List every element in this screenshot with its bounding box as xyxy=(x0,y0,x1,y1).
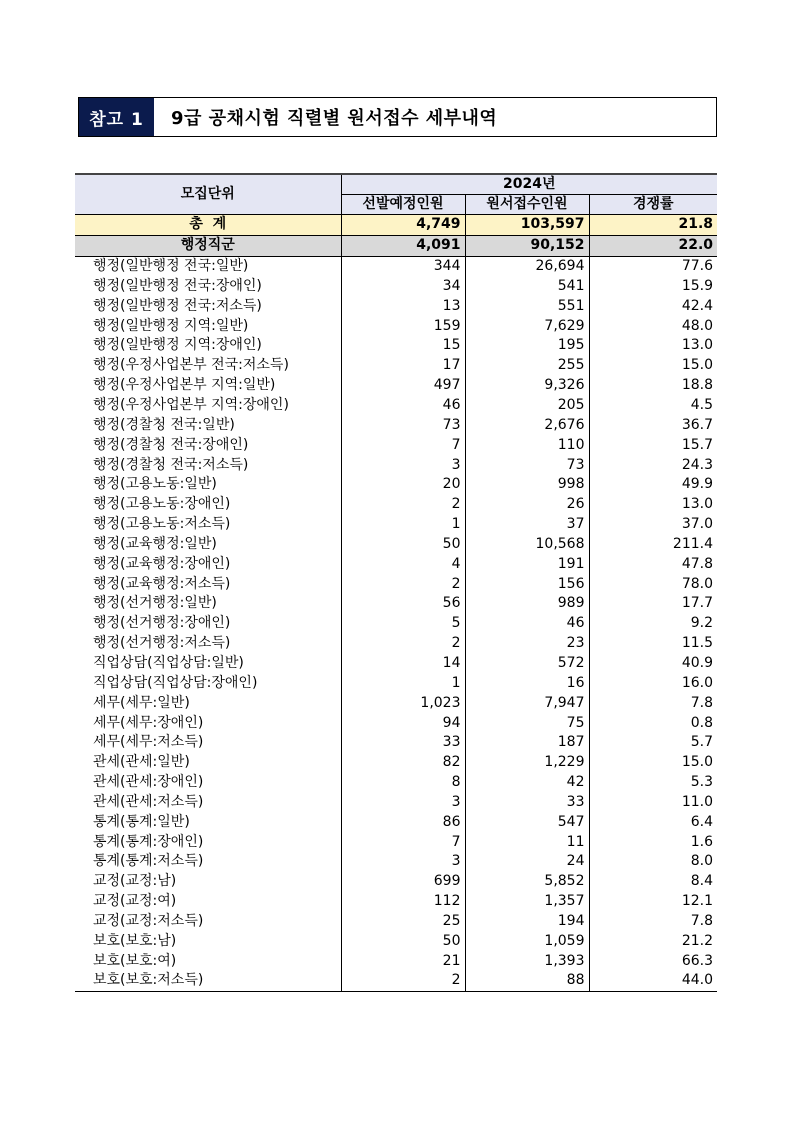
header-applied: 원서접수인원 xyxy=(465,195,589,215)
row-applied: 547 xyxy=(465,812,589,832)
row-label: 관세(관세:저소득) xyxy=(93,793,204,810)
row-label: 교정(교정:저소득) xyxy=(93,912,204,929)
row-applied: 998 xyxy=(465,475,589,495)
row-ratio: 15.0 xyxy=(589,753,717,773)
table-row xyxy=(75,673,717,693)
total-label: 총 계 xyxy=(75,215,341,236)
row-label: 행정(일반행정 전국:저소득) xyxy=(93,297,262,314)
row-selected: 1 xyxy=(341,673,465,693)
row-ratio: 18.8 xyxy=(589,376,717,396)
table-row xyxy=(75,495,717,515)
row-applied: 37 xyxy=(465,515,589,535)
row-ratio: 15.9 xyxy=(589,277,717,297)
row-selected: 1,023 xyxy=(341,693,465,713)
row-label: 세무(세무:장애인) xyxy=(93,714,204,731)
row-applied: 10,568 xyxy=(465,535,589,555)
table-row xyxy=(75,733,717,753)
row-applied: 7,947 xyxy=(465,693,589,713)
row-ratio: 4.5 xyxy=(589,396,717,416)
row-applied: 9,326 xyxy=(465,376,589,396)
group-label: 행정직군 xyxy=(75,235,341,256)
row-applied: 989 xyxy=(465,594,589,614)
row-selected: 159 xyxy=(341,316,465,336)
row-selected: 13 xyxy=(341,296,465,316)
row-selected: 2 xyxy=(341,971,465,991)
table-row xyxy=(75,296,717,316)
header-selected: 선발예정인원 xyxy=(341,195,465,215)
table-row xyxy=(75,336,717,356)
row-ratio: 48.0 xyxy=(589,316,717,336)
row-selected: 344 xyxy=(341,256,465,276)
table-row xyxy=(75,951,717,971)
row-selected: 2 xyxy=(341,574,465,594)
total-selected: 4,749 xyxy=(341,215,465,236)
group-applied: 90,152 xyxy=(465,235,589,256)
row-ratio: 37.0 xyxy=(589,515,717,535)
table-row xyxy=(75,812,717,832)
group-selected: 4,091 xyxy=(341,235,465,256)
row-selected: 20 xyxy=(341,475,465,495)
row-selected: 4 xyxy=(341,554,465,574)
row-selected: 46 xyxy=(341,396,465,416)
row-applied: 24 xyxy=(465,852,589,872)
row-ratio: 13.0 xyxy=(589,495,717,515)
row-applied: 75 xyxy=(465,713,589,733)
row-label: 행정(일반행정 지역:장애인) xyxy=(93,337,262,354)
row-applied: 194 xyxy=(465,912,589,932)
reference-tag: 참고 1 xyxy=(79,98,157,136)
row-label: 행정(고용노동:저소득) xyxy=(93,516,231,533)
row-selected: 699 xyxy=(341,872,465,892)
row-ratio: 5.7 xyxy=(589,733,717,753)
row-label: 직업상담(직업상담:장애인) xyxy=(93,674,258,691)
row-applied: 156 xyxy=(465,574,589,594)
row-applied: 26 xyxy=(465,495,589,515)
row-label: 행정(우정사업본부 전국:저소득) xyxy=(93,357,289,374)
row-selected: 56 xyxy=(341,594,465,614)
row-ratio: 21.2 xyxy=(589,931,717,951)
row-label: 행정(일반행정 전국:일반) xyxy=(93,258,249,275)
table-row xyxy=(75,614,717,634)
table-row xyxy=(75,475,717,495)
table-row xyxy=(75,892,717,912)
row-selected: 86 xyxy=(341,812,465,832)
row-applied: 191 xyxy=(465,554,589,574)
header-ratio: 경쟁률 xyxy=(589,195,717,215)
row-ratio: 40.9 xyxy=(589,654,717,674)
total-ratio: 21.8 xyxy=(589,215,717,236)
row-selected: 73 xyxy=(341,415,465,435)
page-title: 9급 공채시험 직렬별 원서접수 세부내역 xyxy=(171,108,498,129)
row-selected: 2 xyxy=(341,634,465,654)
row-ratio: 49.9 xyxy=(589,475,717,495)
row-label: 세무(세무:일반) xyxy=(93,694,190,711)
applications-table xyxy=(75,173,717,992)
row-applied: 187 xyxy=(465,733,589,753)
row-ratio: 1.6 xyxy=(589,832,717,852)
table-row xyxy=(75,554,717,574)
row-selected: 33 xyxy=(341,733,465,753)
row-ratio: 11.5 xyxy=(589,634,717,654)
table-row xyxy=(75,773,717,793)
group-row xyxy=(75,235,717,256)
row-ratio: 36.7 xyxy=(589,415,717,435)
row-label: 행정(선거행정:일반) xyxy=(93,595,217,612)
row-selected: 8 xyxy=(341,773,465,793)
row-ratio: 47.8 xyxy=(589,554,717,574)
row-applied: 205 xyxy=(465,396,589,416)
row-ratio: 42.4 xyxy=(589,296,717,316)
row-ratio: 9.2 xyxy=(589,614,717,634)
table-row xyxy=(75,594,717,614)
row-applied: 1,229 xyxy=(465,753,589,773)
row-ratio: 8.0 xyxy=(589,852,717,872)
table-row xyxy=(75,912,717,932)
row-label: 행정(선거행정:저소득) xyxy=(93,635,231,652)
row-label: 보호(보호:남) xyxy=(93,932,177,949)
table-row xyxy=(75,316,717,336)
row-selected: 497 xyxy=(341,376,465,396)
table-row xyxy=(75,515,717,535)
row-label: 교정(교정:남) xyxy=(93,873,177,890)
row-label: 행정(고용노동:장애인) xyxy=(93,496,231,513)
row-label: 행정(선거행정:장애인) xyxy=(93,615,231,632)
table-row xyxy=(75,872,717,892)
row-ratio: 7.8 xyxy=(589,912,717,932)
row-ratio: 211.4 xyxy=(589,535,717,555)
total-applied: 103,597 xyxy=(465,215,589,236)
table-row xyxy=(75,376,717,396)
row-label: 행정(경찰청 전국:장애인) xyxy=(93,436,249,453)
row-selected: 7 xyxy=(341,435,465,455)
row-ratio: 44.0 xyxy=(589,971,717,991)
row-label: 교정(교정:여) xyxy=(93,893,177,910)
row-ratio: 6.4 xyxy=(589,812,717,832)
row-applied: 551 xyxy=(465,296,589,316)
row-ratio: 8.4 xyxy=(589,872,717,892)
row-selected: 14 xyxy=(341,654,465,674)
row-ratio: 15.0 xyxy=(589,356,717,376)
row-selected: 17 xyxy=(341,356,465,376)
table-row xyxy=(75,634,717,654)
table-row xyxy=(75,713,717,733)
table-row xyxy=(75,832,717,852)
row-applied: 1,059 xyxy=(465,931,589,951)
row-label: 관세(관세:장애인) xyxy=(93,774,204,791)
row-applied: 1,393 xyxy=(465,951,589,971)
row-applied: 16 xyxy=(465,673,589,693)
row-selected: 3 xyxy=(341,455,465,475)
row-ratio: 13.0 xyxy=(589,336,717,356)
row-label: 통계(통계:저소득) xyxy=(93,853,204,870)
table-row xyxy=(75,852,717,872)
table-row xyxy=(75,415,717,435)
row-label: 관세(관세:일반) xyxy=(93,754,190,771)
row-selected: 3 xyxy=(341,792,465,812)
row-ratio: 66.3 xyxy=(589,951,717,971)
row-ratio: 78.0 xyxy=(589,574,717,594)
row-applied: 255 xyxy=(465,356,589,376)
row-label: 행정(고용노동:일반) xyxy=(93,476,217,493)
row-applied: 88 xyxy=(465,971,589,991)
table-row xyxy=(75,396,717,416)
header-unit: 모집단위 xyxy=(75,174,341,215)
row-label: 행정(경찰청 전국:저소득) xyxy=(93,456,249,473)
table-row xyxy=(75,256,717,276)
row-label: 직업상담(직업상담:일반) xyxy=(93,654,244,671)
table-row xyxy=(75,356,717,376)
row-selected: 50 xyxy=(341,535,465,555)
row-ratio: 0.8 xyxy=(589,713,717,733)
row-label: 행정(우정사업본부 지역:장애인) xyxy=(93,397,289,414)
row-selected: 2 xyxy=(341,495,465,515)
row-label: 행정(경찰청 전국:일반) xyxy=(93,416,235,433)
row-applied: 23 xyxy=(465,634,589,654)
row-selected: 94 xyxy=(341,713,465,733)
row-applied: 572 xyxy=(465,654,589,674)
row-ratio: 5.3 xyxy=(589,773,717,793)
table-row xyxy=(75,277,717,297)
row-ratio: 24.3 xyxy=(589,455,717,475)
row-selected: 21 xyxy=(341,951,465,971)
row-label: 보호(보호:저소득) xyxy=(75,971,341,991)
row-label: 행정(우정사업본부 지역:일반) xyxy=(93,377,276,394)
row-selected: 5 xyxy=(341,614,465,634)
table-row xyxy=(75,435,717,455)
table-row xyxy=(75,693,717,713)
header-year: 2024년 xyxy=(341,174,717,195)
row-applied: 5,852 xyxy=(465,872,589,892)
row-label: 통계(통계:일반) xyxy=(93,813,190,830)
row-ratio: 15.7 xyxy=(589,435,717,455)
row-selected: 7 xyxy=(341,832,465,852)
row-applied: 11 xyxy=(465,832,589,852)
table-row xyxy=(75,535,717,555)
table-row xyxy=(75,574,717,594)
row-applied: 110 xyxy=(465,435,589,455)
row-selected: 82 xyxy=(341,753,465,773)
table-row xyxy=(75,931,717,951)
row-ratio: 16.0 xyxy=(589,673,717,693)
row-selected: 112 xyxy=(341,892,465,912)
row-label: 통계(통계:장애인) xyxy=(93,833,204,850)
table-row xyxy=(75,971,717,991)
table-row xyxy=(75,654,717,674)
row-ratio: 7.8 xyxy=(589,693,717,713)
table-row xyxy=(75,753,717,773)
row-applied: 42 xyxy=(465,773,589,793)
row-ratio: 17.7 xyxy=(589,594,717,614)
row-applied: 33 xyxy=(465,792,589,812)
row-applied: 46 xyxy=(465,614,589,634)
row-applied: 2,676 xyxy=(465,415,589,435)
row-selected: 1 xyxy=(341,515,465,535)
row-ratio: 11.0 xyxy=(589,792,717,812)
row-label: 보호(보호:여) xyxy=(93,952,177,969)
row-applied: 73 xyxy=(465,455,589,475)
row-label: 행정(일반행정 전국:장애인) xyxy=(93,277,262,294)
row-selected: 50 xyxy=(341,931,465,951)
table-row xyxy=(75,455,717,475)
table-row xyxy=(75,792,717,812)
row-ratio: 12.1 xyxy=(589,892,717,912)
title-box xyxy=(78,97,717,137)
row-applied: 7,629 xyxy=(465,316,589,336)
row-label: 행정(일반행정 지역:일반) xyxy=(93,317,249,334)
row-applied: 1,357 xyxy=(465,892,589,912)
row-label: 세무(세무:저소득) xyxy=(93,734,204,751)
row-selected: 3 xyxy=(341,852,465,872)
group-ratio: 22.0 xyxy=(589,235,717,256)
row-applied: 26,694 xyxy=(465,256,589,276)
row-ratio: 77.6 xyxy=(589,256,717,276)
row-applied: 541 xyxy=(465,277,589,297)
row-selected: 25 xyxy=(341,912,465,932)
row-selected: 34 xyxy=(341,277,465,297)
row-label: 행정(교육행정:저소득) xyxy=(93,575,231,592)
row-label: 행정(교육행정:장애인) xyxy=(93,555,231,572)
total-row xyxy=(75,215,717,236)
row-applied: 195 xyxy=(465,336,589,356)
row-selected: 15 xyxy=(341,336,465,356)
row-label: 행정(교육행정:일반) xyxy=(93,535,217,552)
